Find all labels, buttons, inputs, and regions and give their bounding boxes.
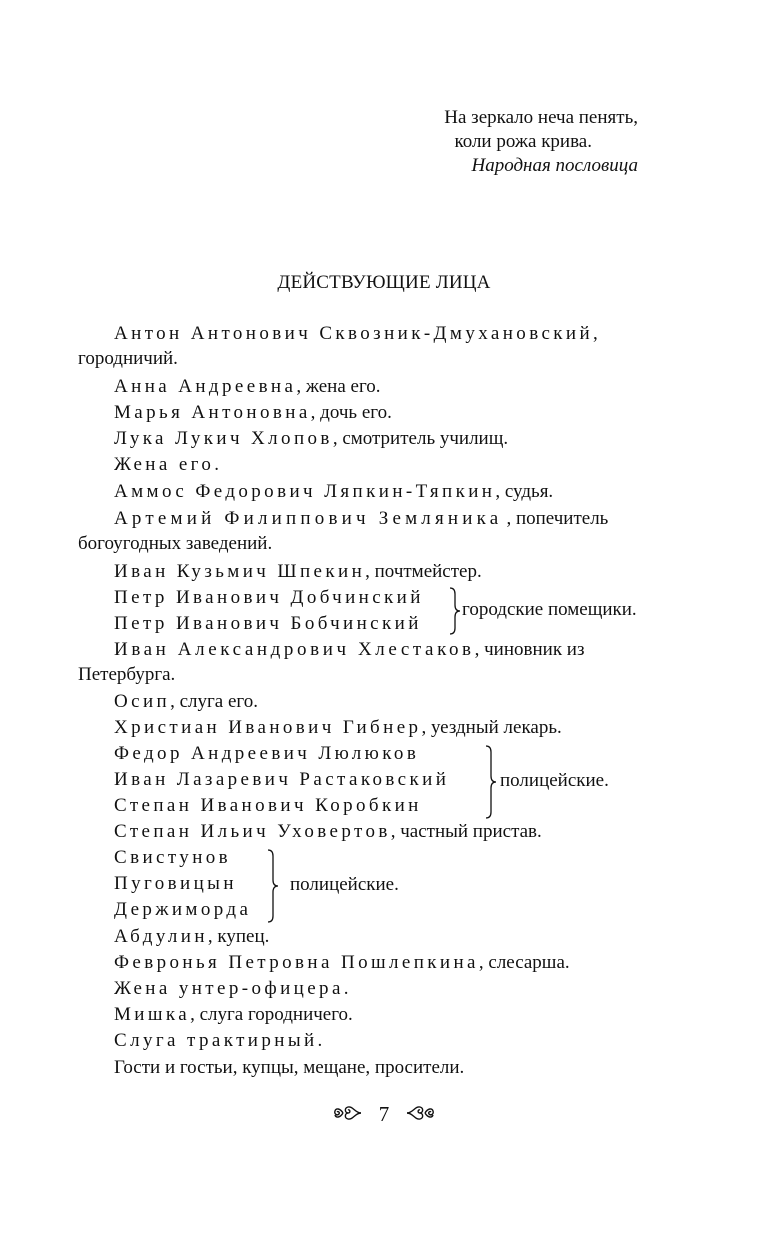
group-member [114,768,449,792]
list-item [114,1003,353,1027]
brace-icon [266,848,280,924]
character-desc: , частный пристав. [390,821,542,842]
epigraph-source: Народная пословица [471,155,638,176]
list-item [114,322,640,346]
character-name: Осип [114,691,171,712]
group-label: полицейские. [290,874,399,895]
list-item [114,401,392,425]
group-member [114,898,251,922]
list-item [114,951,570,975]
list-item-continuation: городничий. [78,348,178,369]
character-desc: , слуга городничего. [190,1004,353,1025]
character-name: Степан Иванович Коробкин [114,795,422,816]
epigraph-line-2: коли рожа крива. [454,131,592,152]
list-item [114,690,258,714]
list-item [114,820,542,844]
character-name: Федор Андреевич Люлюков [114,743,420,764]
epigraph-line-1: На зеркало неча пенять, [444,107,638,128]
character-desc: , почтмейстер. [365,561,482,582]
character-desc: , слесарша. [478,952,570,973]
group-member [114,846,231,870]
list-item [114,977,352,1001]
list-item [114,638,640,662]
character-name: Анна Андреевна [114,376,297,397]
character-desc: , дочь его. [310,402,392,423]
brace-icon [448,586,462,636]
list-item [114,453,222,477]
character-desc: , смотритель училищ. [332,428,509,449]
character-name: Петр Иванович Бобчинский [114,613,422,634]
group-member [114,612,422,636]
character-name: Иван Лазаревич Растаковский [114,769,450,790]
list-item [114,560,482,584]
character-desc: , уездный лекарь. [421,717,562,738]
group-label: полицейские. [500,770,609,791]
character-name: Иван Кузьмич Шпекин [114,561,366,582]
character-name: Свистунов [114,847,232,868]
character-name: Жена унтер-офицера. [114,978,352,999]
list-item [114,1056,464,1080]
character-name: Артемий Филиппович Земляника [114,508,503,529]
group-member [114,794,422,818]
character-name: Петр Иванович Добчинский [114,587,424,608]
character-name: Марья Антоновна [114,402,311,423]
list-item [114,925,269,949]
character-desc: , купец. [207,926,270,947]
list-item [114,1029,326,1053]
character-name: Слуга трактирный. [114,1030,326,1051]
character-desc: , жена его. [296,376,381,397]
list-item [114,716,562,740]
character-name: Февронья Петровна Пошлепкина [114,952,479,973]
list-item [114,507,608,531]
character-name: Антон Антонович Сквозник-Дмухановский, [114,323,602,344]
character-name: Абдулин [114,926,208,947]
list-item [114,427,508,451]
character-desc: , чиновник из [474,639,585,660]
character-name: Пуговицын [114,873,237,894]
page-title: ДЕЙСТВУЮЩИЕ ЛИЦА [277,272,491,293]
character-name: Лука Лукич Хлопов [114,428,333,449]
list-item [114,375,381,399]
ornament-left-icon [333,1102,363,1130]
list-item-continuation: богоугодных заведений. [78,533,273,554]
group-member [114,872,237,896]
character-desc: , слуга его. [170,691,258,712]
character-desc: , попечитель [506,508,609,529]
character-name: Аммос Федорович Ляпкин-Тяпкин [114,481,496,502]
group-label: городские помещики. [462,599,637,620]
character-name: Степан Ильич Уховертов [114,821,391,842]
list-item-continuation: Петербурга. [78,664,176,685]
character-desc: , судья. [495,481,554,502]
character-name: Жена его. [114,454,223,475]
character-name: Держиморда [114,899,252,920]
character-desc: Гости и гостьи, купцы, мещане, просители. [114,1057,465,1078]
page-footer [0,1102,768,1130]
page-number: 7 [378,1102,390,1126]
character-name: Христиан Иванович Гибнер [114,717,422,738]
brace-icon [484,744,498,820]
list-item [114,480,553,504]
group-member [114,742,419,766]
character-name: Иван Александрович Хлестаков [114,639,475,660]
group-member [114,586,424,610]
ornament-right-icon [405,1102,435,1130]
character-name: Мишка [114,1004,191,1025]
